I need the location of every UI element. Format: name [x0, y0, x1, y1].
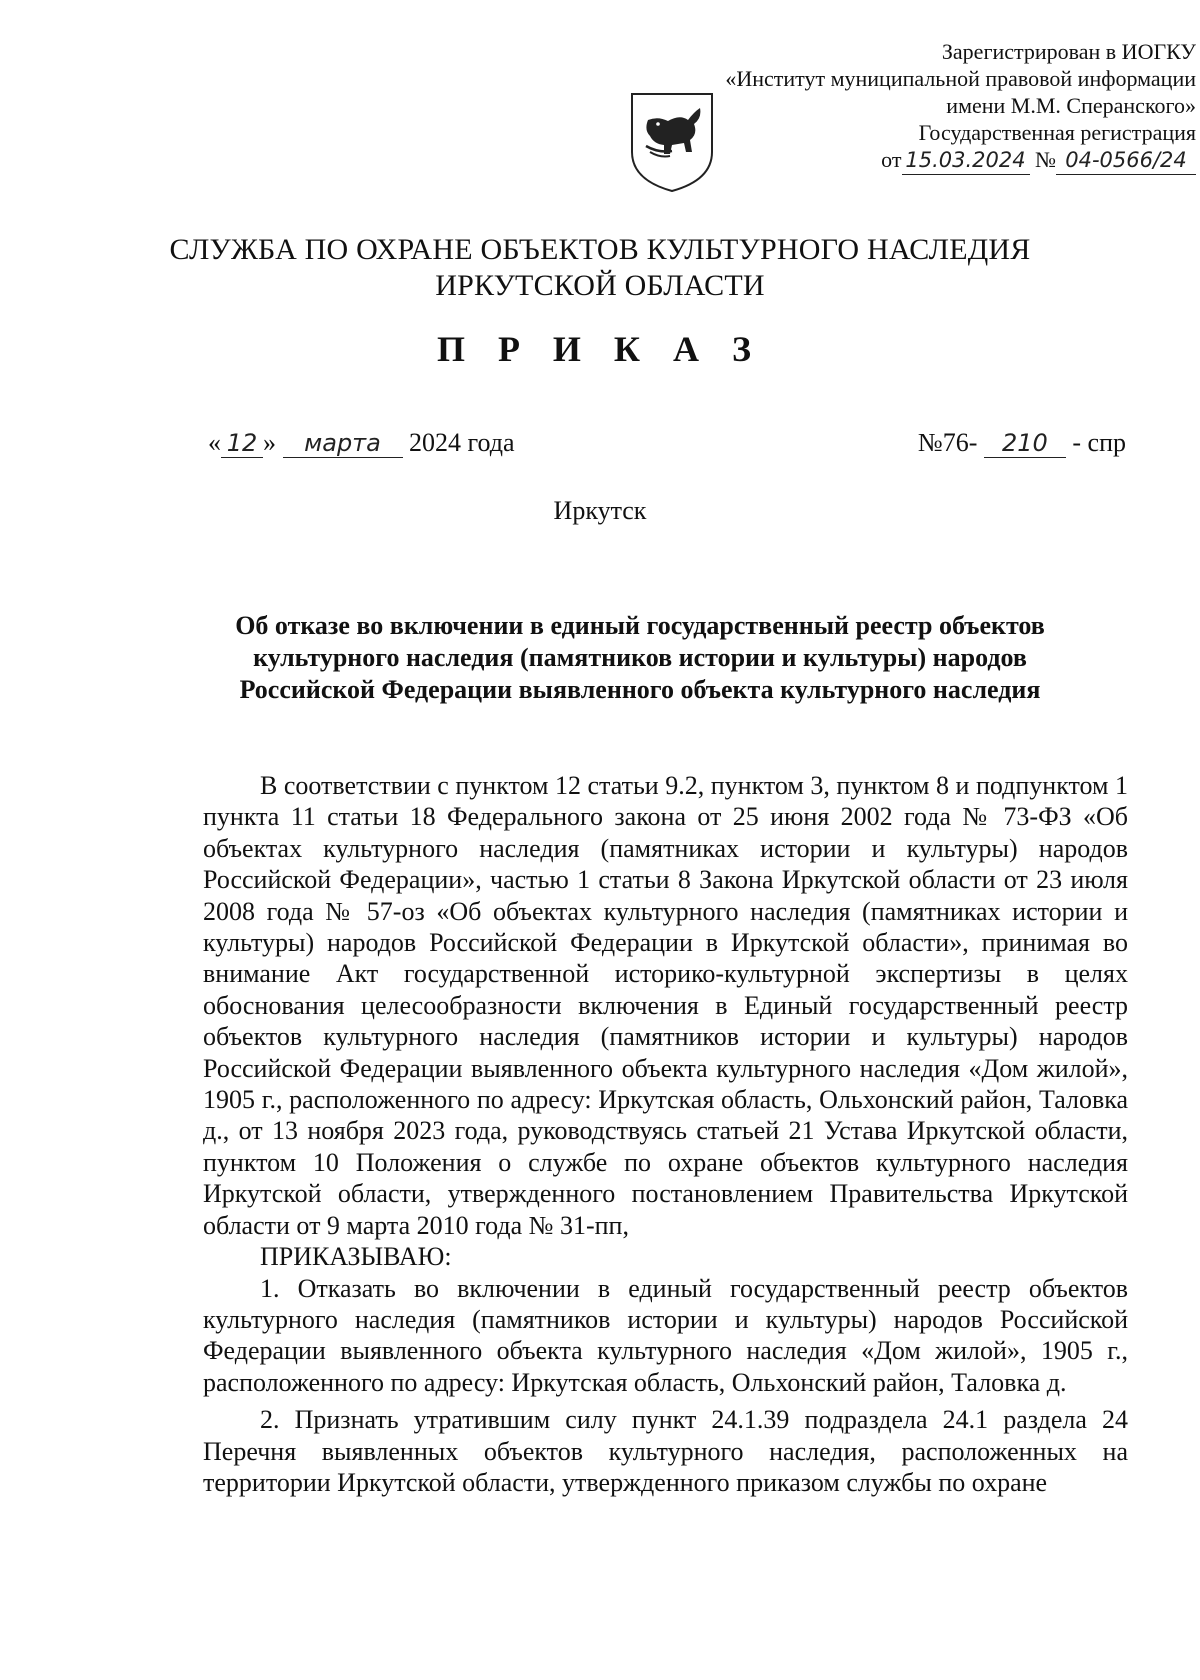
organization-name — [0, 232, 1200, 304]
date-year: 2024 года — [409, 428, 515, 457]
subject-line-3: Российской Федерации выявленного объекта культурного наследия — [239, 675, 1041, 704]
subject-line-1: Об отказе во включении в единый государственный реестр объектов — [235, 611, 1045, 640]
order-item-2: 2. Признать утратившим силу пункт 24.1.39 подраздела 24.1 раздела 24 Перечня выявленных объектов культурного наследия, расположенных на территории Иркутской области, утвержденного приказом службы по охране — [203, 1405, 1128, 1497]
date-month: марта — [283, 429, 403, 458]
registration-number: 04-0566/24 — [1056, 147, 1196, 175]
organization-line-1: СЛУЖБА ПО ОХРАНЕ ОБЪЕКТОВ КУЛЬТУРНОГО НАСЛЕДИЯ — [169, 233, 1031, 266]
registration-line-3: имени М.М. Сперанского» — [946, 93, 1196, 118]
registration-line-2: «Институт муниципальной правовой информации — [725, 66, 1196, 91]
organization-line-2: ИРКУТСКОЙ ОБЛАСТИ — [435, 269, 765, 302]
subject-line-2: культурного наследия (памятников истории и культуры) народов — [253, 643, 1027, 672]
order-item-1: 1. Отказать во включении в единый государственный реестр объектов культурного наследия (памятников истории и культуры) народов Российской Федерации выявленного объекта культурного наследия «Дом жилой», 1905 г., расположенного по адресу: Иркутская область, Ольхонский район, Таловка д. — [203, 1273, 1128, 1397]
order-word: ПРИКАЗЫВАЮ: — [260, 1242, 452, 1272]
date-day: 12 — [221, 429, 263, 458]
irkutsk-coat-of-arms-icon — [628, 90, 716, 194]
city: Иркутск — [553, 496, 647, 525]
registration-number-label: № — [1035, 147, 1056, 172]
order-number-suffix: - спр — [1072, 428, 1126, 457]
preamble-paragraph: В соответствии с пунктом 12 статьи 9.2, пунктом 3, пунктом 8 и подпунктом 1 пункта 11 статьи 18 Федерального закона от 25 июня 2002 года № 73-ФЗ «Об объектах культурного наследия (памятниках истории и культуры) народов Российской Федерации», частью 1 статьи 8 Закона Иркутской области от 23 июля 2008 года № 57-оз «Об объектах культурного наследия (памятниках истории и культуры) народов Российской Федерации в Иркутской области», принимая во внимание Акт государственной историко-культурной экспертизы в целях обоснования целесообразности включения в Единый государственный реестр объектов культурного наследия (памятников истории и культуры) народов Российской Федерации выявленного объекта культурного наследия «Дом жилой», 1905 г., расположенного по адресу: Иркутская область, Ольхонский район, Таловка д., от 13 ноября 2023 года, руководствуясь статьей 21 Устава Иркутской области, пунктом 10 Положения о службе по охране объектов культурного наследия Иркутской области, утвержденного постановлением Правительства Иркутской области от 9 марта 2010 года № 31-пп, — [203, 771, 1128, 1240]
registration-line-4: Государственная регистрация — [918, 120, 1196, 145]
order-date — [208, 428, 515, 458]
registration-stamp — [676, 38, 1196, 175]
order-number-handwritten: 210 — [984, 429, 1066, 458]
registration-line-1: Зарегистрирован в ИОГКУ — [941, 39, 1196, 64]
order-body — [203, 770, 1128, 1498]
date-open-quote: « — [208, 428, 221, 457]
order-number-prefix: №76- — [917, 428, 978, 457]
order-number — [918, 428, 1126, 458]
registration-from-label: от — [881, 147, 902, 172]
registration-date: 15.03.2024 — [902, 147, 1030, 175]
date-close-quote: » — [263, 428, 276, 457]
order-subject — [200, 610, 1080, 706]
registration-line-5 — [676, 146, 1196, 175]
document-type-title: П Р И К А З — [436, 329, 764, 369]
